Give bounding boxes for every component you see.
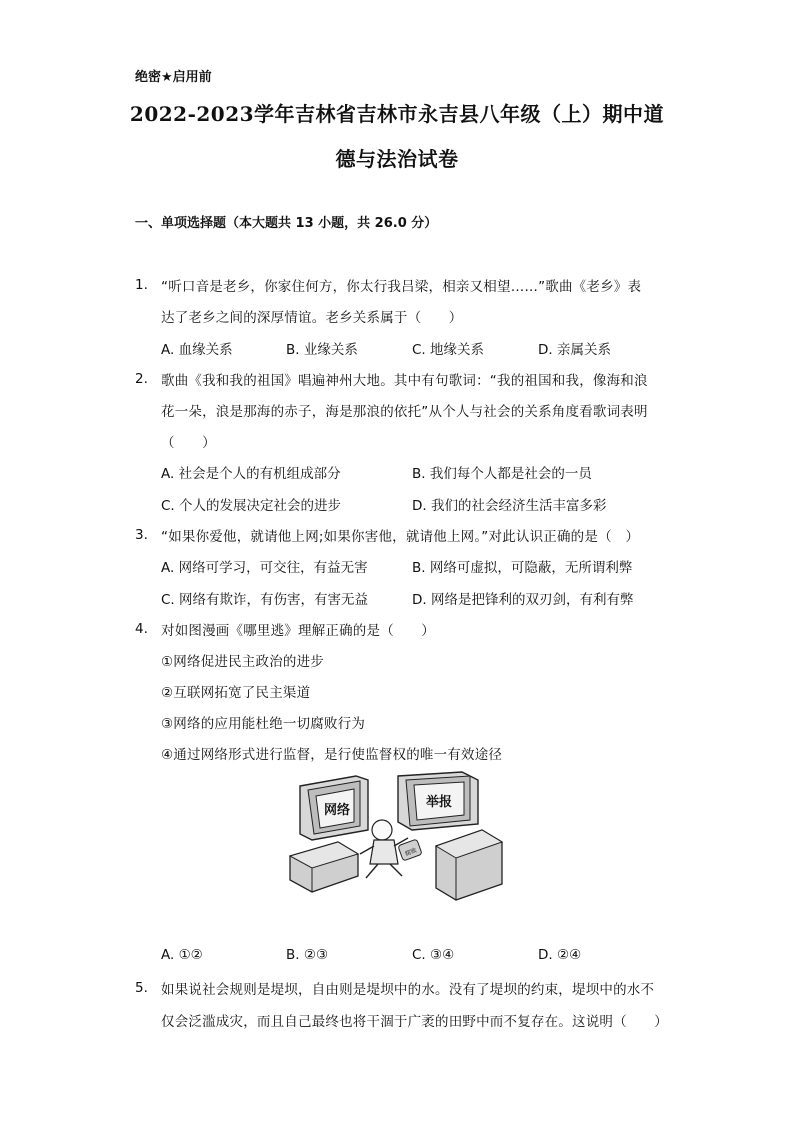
right-monitor-illustration — [398, 772, 478, 830]
question-2-option-b[interactable]: B. 我们每个人都是社会的一员 — [412, 466, 592, 482]
question-1-line: 达了老乡之间的深厚情谊。老乡关系属于（ ） — [161, 310, 463, 326]
question-1-option-b[interactable]: B. 业缘关系 — [286, 342, 358, 358]
question-4-option-a[interactable]: A. ①② — [161, 947, 203, 963]
question-2-line: 歌曲《我和我的祖国》唱遍神州大地。其中有句歌词：“我的祖国和我，像海和浪 — [161, 373, 648, 389]
left-box-illustration — [290, 842, 358, 892]
question-5-line: 如果说社会规则是堤坝，自由则是堤坝中的水。没有了堤坝的约束，堤坝中的水不 — [161, 982, 655, 998]
secret-mark: 绝密★启用前 — [135, 70, 212, 85]
right-box-illustration — [436, 830, 502, 900]
question-3-option-d[interactable]: D. 网络是把锋利的双刃剑，有利有弊 — [412, 592, 634, 608]
question-2-number: 2. — [135, 371, 148, 387]
cartoon-figure-tag: 腐败 — [404, 847, 418, 858]
exam-title-line2: 德与法治试卷 — [335, 147, 459, 171]
question-1-line: “听口音是老乡，你家住何方，你太行我吕梁，相亲又相望……”歌曲《老乡》表 — [161, 279, 642, 295]
question-3-option-a[interactable]: A. 网络可学习，可交往，有益无害 — [161, 560, 368, 576]
question-4-statement: ④通过网络形式进行监督，是行使监督权的唯一有效途径 — [161, 747, 503, 763]
question-2-option-a[interactable]: A. 社会是个人的有机组成部分 — [161, 466, 341, 482]
question-3-number: 3. — [135, 527, 148, 543]
question-3-line: “如果你爱他，就请他上网;如果你害他，就请他上网。”对此认识正确的是（ ） — [161, 529, 640, 545]
question-4-option-b[interactable]: B. ②③ — [286, 947, 329, 963]
question-1-option-d[interactable]: D. 亲属关系 — [538, 342, 611, 358]
question-4-option-c[interactable]: C. ③④ — [412, 947, 455, 963]
question-2-line: （ ） — [161, 435, 216, 451]
cartoon-right-screen-label: 举报 — [425, 795, 453, 810]
question-4-statement: ①网络促进民主政治的进步 — [161, 654, 325, 670]
question-2-option-d[interactable]: D. 我们的社会经济生活丰富多彩 — [412, 498, 607, 514]
question-2-option-c[interactable]: C. 个人的发展决定社会的进步 — [161, 498, 342, 514]
cartoon-image — [286, 768, 508, 908]
question-1-option-a[interactable]: A. 血缘关系 — [161, 342, 233, 358]
question-3-option-c[interactable]: C. 网络有欺诈，有伤害，有害无益 — [161, 592, 369, 608]
exam-title-line1: 2022-2023学年吉林省吉林市永吉县八年级（上）期中道 — [129, 102, 665, 126]
question-5-line: 仅会泛滥成灾，而且自己最终也将干涸于广袤的田野中而不复存在。这说明（ ） — [161, 1014, 668, 1030]
question-3-option-b[interactable]: B. 网络可虚拟，可隐蔽，无所谓利弊 — [412, 560, 633, 576]
question-4-option-d[interactable]: D. ②④ — [538, 947, 582, 963]
question-1-number: 1. — [135, 277, 148, 293]
question-4-line: 对如图漫画《哪里逃》理解正确的是（ ） — [161, 623, 435, 639]
section-heading: 一、单项选择题（本大题共 13 小题，共 26.0 分） — [135, 216, 438, 231]
question-5-number: 5. — [135, 980, 148, 996]
cartoon-left-screen-label: 网络 — [323, 803, 351, 818]
question-1-option-c[interactable]: C. 地缘关系 — [412, 342, 485, 358]
question-4-number: 4. — [135, 621, 148, 637]
question-4-statement: ②互联网拓宽了民主渠道 — [161, 685, 311, 701]
question-4-statement: ③网络的应用能杜绝一切腐败行为 — [161, 716, 366, 732]
left-monitor-illustration — [300, 776, 368, 840]
question-2-line: 花一朵，浪是那海的赤子，海是那浪的依托”从个人与社会的关系角度看歌词表明 — [161, 404, 648, 420]
